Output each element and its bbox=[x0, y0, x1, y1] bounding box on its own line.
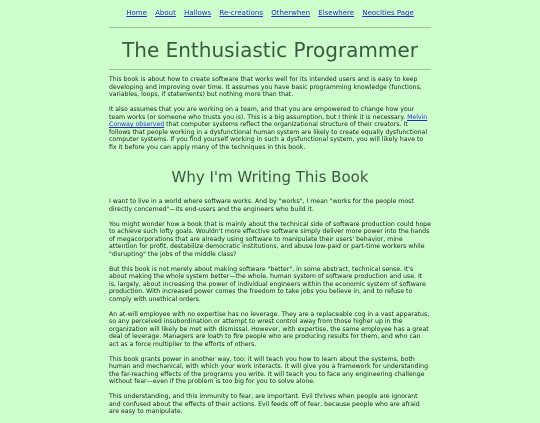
nav-link-elsewhere[interactable]: Elsewhere bbox=[318, 9, 355, 17]
page-title: The Enthusiastic Programmer bbox=[122, 38, 418, 62]
nav-link-about[interactable]: About bbox=[155, 9, 176, 17]
intro-section bbox=[109, 76, 431, 159]
section-heading: Why I'm Writing This Book bbox=[171, 168, 369, 186]
top-nav bbox=[0, 9, 540, 17]
body-section bbox=[109, 198, 431, 423]
nav-link-home[interactable]: Home bbox=[126, 9, 147, 17]
body-paragraph: But this book is not merely about making software "better", in some abstract, technical sense. It's about making the whole system better—the whole, human system of software production and use. It is, largely, about increasing the power of individual engineers within the economic system of software production. With increased power comes the freedom to take jobs you believe in, and to refuse to comply with unethical orders. bbox=[109, 265, 426, 303]
nav-link-otherwhen[interactable]: Otherwhen bbox=[271, 9, 311, 17]
intro-paragraph-2 bbox=[109, 106, 431, 151]
nav-link-re-creations[interactable]: Re-creations bbox=[219, 9, 264, 17]
title-top-divider bbox=[109, 27, 431, 28]
intro-paragraph-2-end: that computer systems reflect the organizational structure of their creators. It follows that people working in a dysfunctional human system are likely to create equally dysfunctional computer systems. If you find yourself working in such a dysfunctional system, you will likely have to fix it before you can apply many of the techniques in this book. bbox=[109, 121, 428, 151]
nav-link-hallows[interactable]: Hallows bbox=[184, 9, 212, 17]
body-paragraph: I want to live in a world where software works. And by "works", I mean "works for the people most directly concerned"—its end-users and the engineers who build it. bbox=[109, 198, 414, 213]
intro-paragraph-1: This book is about how to create software that works well for its intended users and is easy to keep developing and improving over time. It assumes you have basic programming knowledge (functions, variables, loops, if statements) but nothing more than that. bbox=[109, 76, 422, 98]
intro-paragraph-2-start: It also assumes that you are working on a team, and that you are empowered to change how your team works (or someone who trusts you is). This is a big assumption, but I think it is necessary. bbox=[109, 106, 415, 121]
title-bottom-divider bbox=[109, 69, 431, 70]
nav-link-neocities-page[interactable]: Neocities Page bbox=[362, 9, 414, 17]
melvin-conway-link[interactable]: Melvin Conway observed bbox=[109, 113, 428, 128]
body-paragraph: This understanding, and this immunity to fear, are important. Evil thrives when people are ignorant and confused about the effects of their actions. Evil feeds off of fear, because people who are afraid are easy to manipulate. bbox=[109, 393, 420, 415]
body-paragraph: An at-will employee with no expertise has no leverage. They are a replaceable cog in a vast apparatus, so any perceived insubordination or attempt to wrest control away from those higher up in the organization will likely be met with dismissal. However, with expertise, the same employee has a great deal of leverage. Managers are loath to fire people who are producing results for them, and who can act as a force multiplier to the efforts of others. bbox=[109, 310, 430, 348]
body-paragraph: You might wonder how a book that is mainly about the technical side of software production could hope to achieve such lofty goals. Wouldn't more effective software simply deliver more power into the hands of megacorporations that are already using software to manipulate their users' behavior, mine attention for profit, destabilize democratic institutions, and abuse low-paid or part-time workers while "disrupting" the jobs of the middle class? bbox=[109, 220, 431, 258]
body-paragraph: This book grants power in another way, too: it will teach you how to learn about the systems, both human and mechanical, with which your work interacts. It will give you a framework for understanding the far-reaching effects of the programs you write. It will teach you to face any engineering challenge without fear—even if the problem is too big for you to solve alone. bbox=[109, 355, 429, 385]
